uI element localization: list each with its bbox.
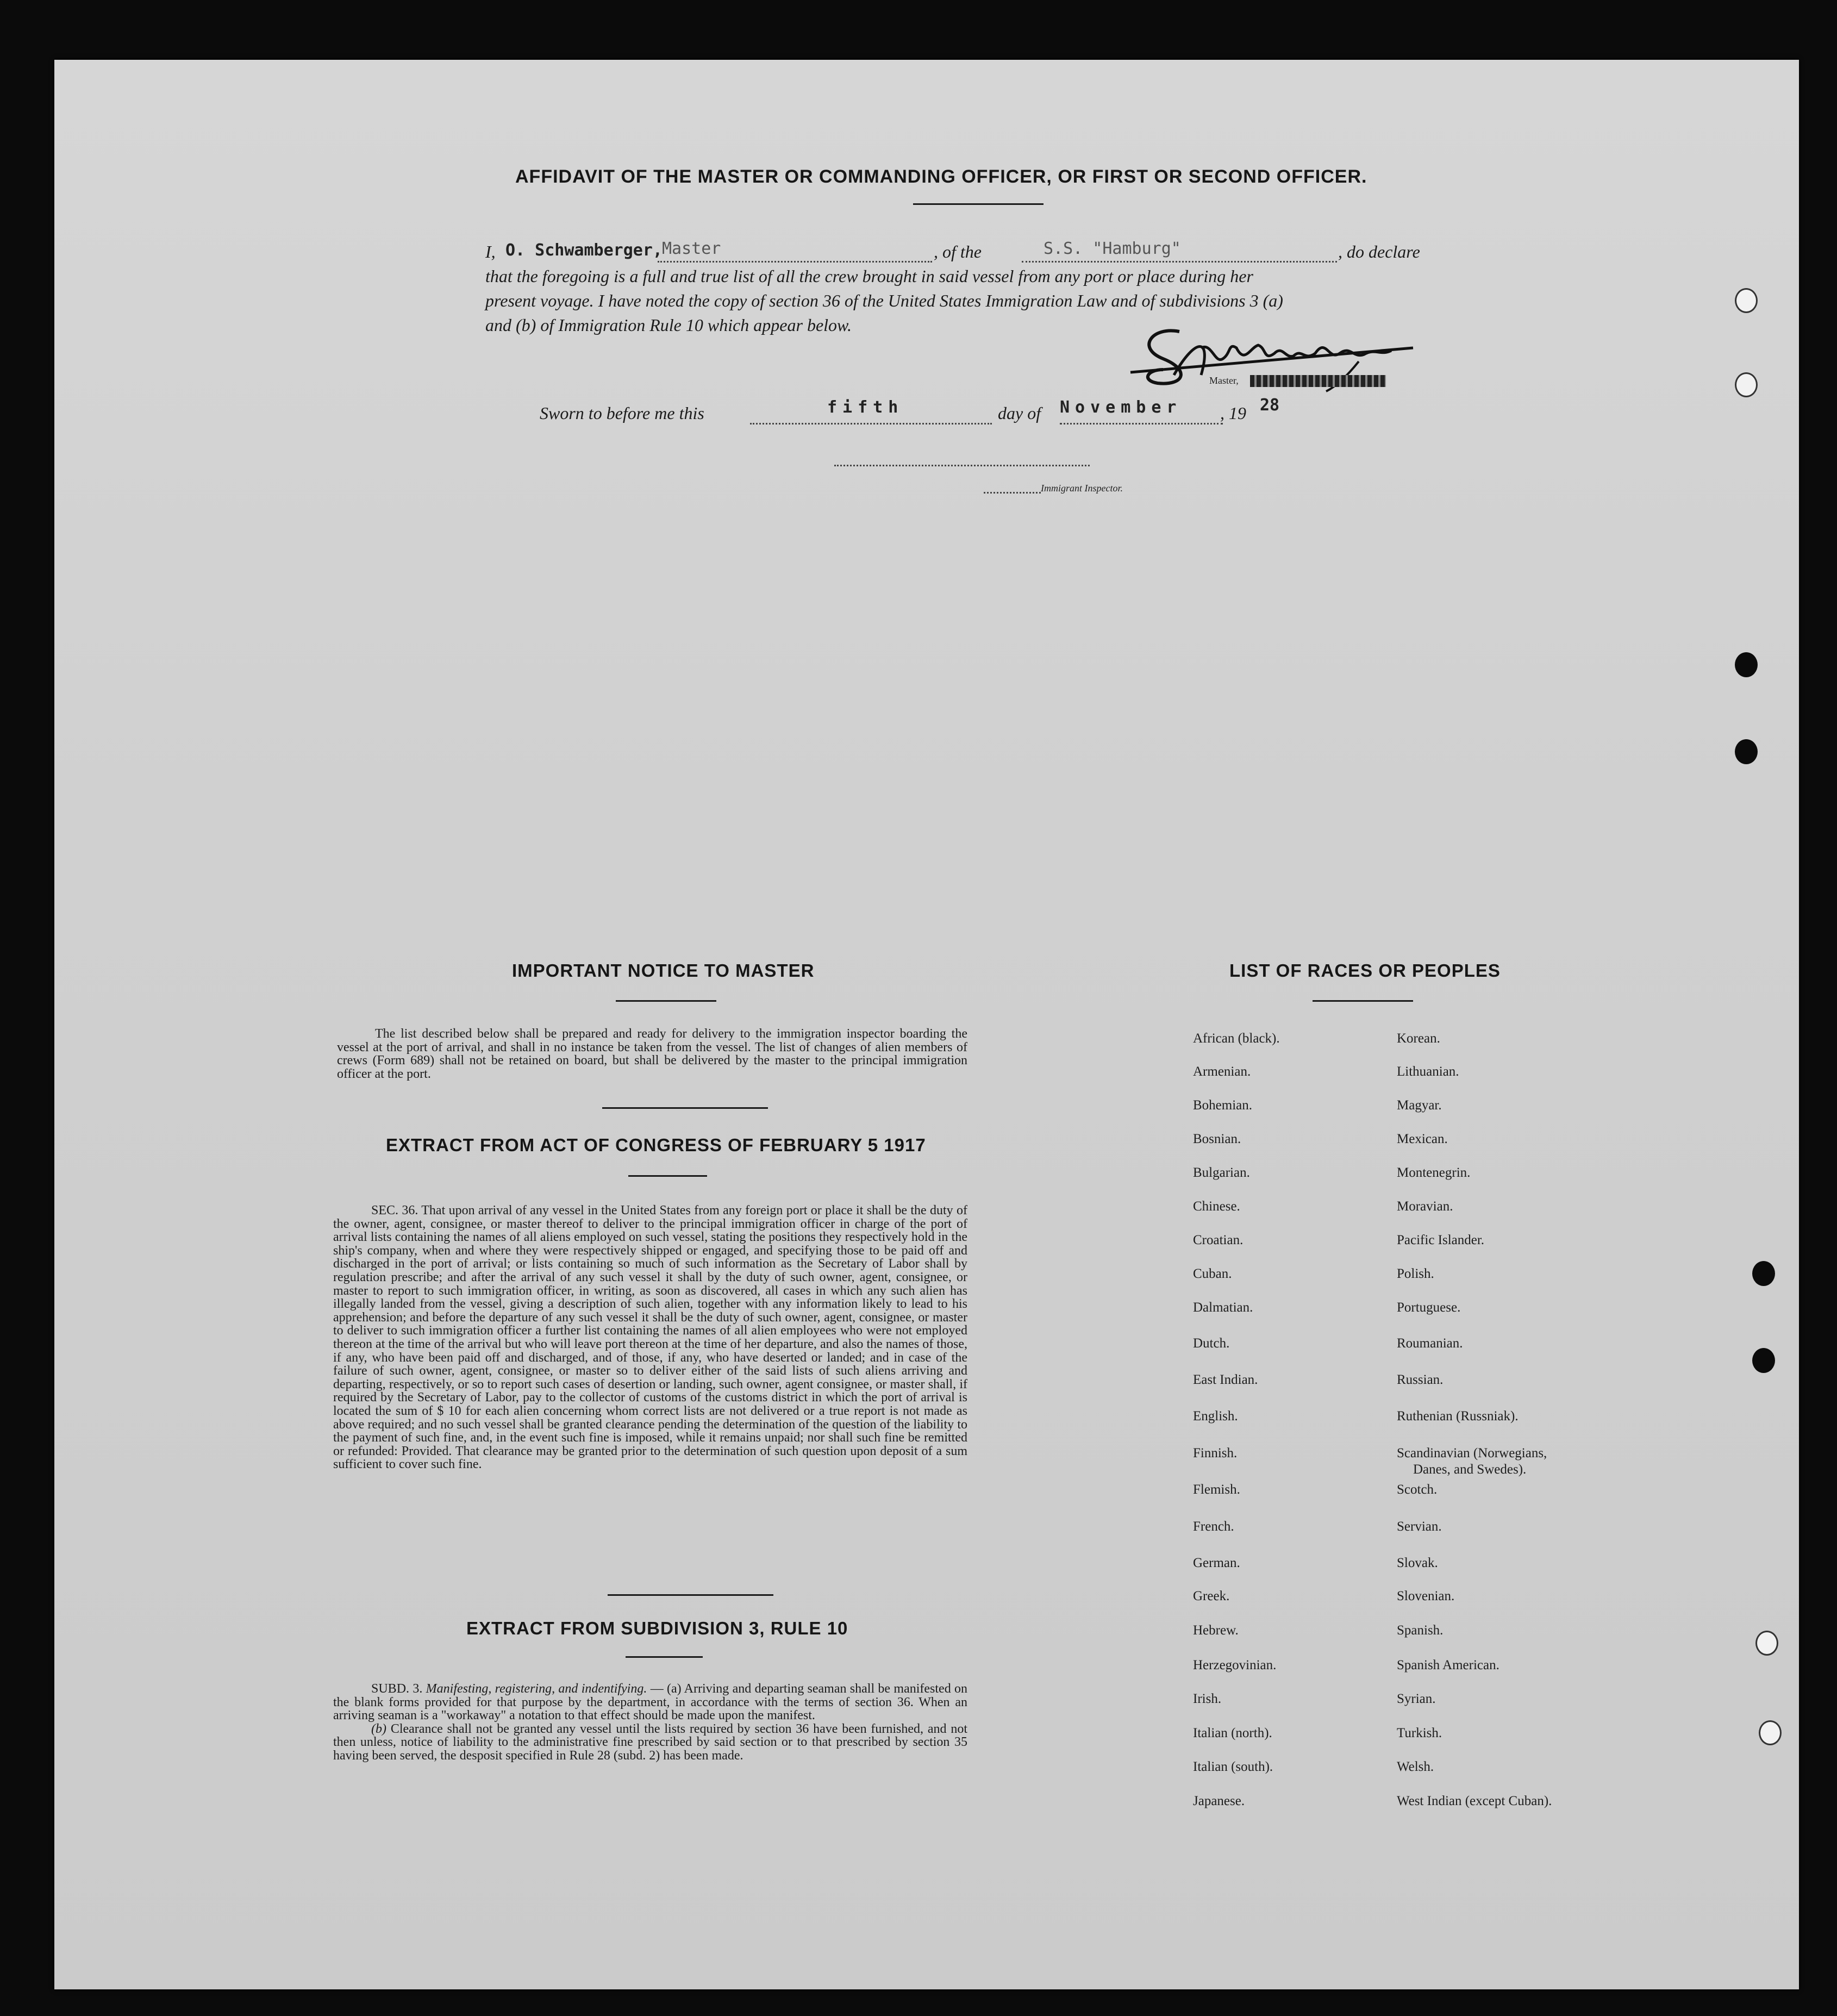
rule-rule	[626, 1656, 703, 1658]
subd-para-b: Clearance shall not be granted any vessel until the lists required by section 36 have been furnished, and not then unless, notice of liability to the administrative fine prescribed by said section or to that prescribed by section 35 having been served, the desposit specified in Rule 28 (subd. 2) has been made.	[333, 1721, 967, 1763]
notice-rule	[616, 1000, 716, 1002]
race-item-left-3: Bosnian.	[1193, 1132, 1241, 1146]
race-item-continuation: Danes, and Swedes).	[1413, 1462, 1527, 1477]
race-item-left-22: Japanese.	[1193, 1794, 1245, 1808]
race-item-left-0: African (black).	[1193, 1031, 1280, 1046]
act-text	[333, 1204, 967, 1471]
race-item-left-2: Bohemian.	[1193, 1098, 1253, 1113]
notice-title: IMPORTANT NOTICE TO MASTER	[512, 960, 815, 981]
race-item-left-15: German.	[1193, 1556, 1240, 1570]
race-item-right-1: Lithuanian.	[1397, 1064, 1459, 1079]
races-rule	[1313, 1000, 1413, 1002]
sworn-day: fifth	[827, 398, 904, 417]
act-bottom-rule	[608, 1594, 773, 1596]
race-item-right-17: Spanish.	[1397, 1623, 1444, 1638]
notice-text	[337, 1027, 967, 1081]
binder-hole	[1752, 1348, 1775, 1373]
binder-hole	[1735, 739, 1758, 764]
race-item-right-8: Portuguese.	[1397, 1300, 1461, 1315]
binder-hole	[1752, 1261, 1775, 1286]
sworn-prefix: Sworn to before me this	[540, 403, 704, 423]
sworn-month-line	[1060, 423, 1223, 425]
race-item-left-8: Dalmatian.	[1193, 1300, 1253, 1315]
race-item-left-5: Chinese.	[1193, 1199, 1240, 1214]
race-item-right-12: Scandinavian (Norwegians,	[1397, 1446, 1547, 1460]
vessel-fill-line	[1022, 261, 1337, 263]
race-item-right-22: West Indian (except Cuban).	[1397, 1794, 1552, 1808]
race-item-right-14: Servian.	[1397, 1519, 1442, 1534]
inspector-signature-line	[834, 465, 1090, 466]
race-item-left-6: Croatian.	[1193, 1233, 1244, 1247]
rule-paragraph-b	[333, 1722, 967, 1763]
race-item-right-9: Roumanian.	[1397, 1336, 1463, 1351]
para-b-label: (b)	[371, 1721, 386, 1736]
day-of-label: day of	[998, 403, 1041, 423]
rule-text	[333, 1682, 967, 1763]
binder-hole	[1759, 1720, 1782, 1745]
struck-title	[1250, 375, 1386, 387]
year-prefix: , 19	[1220, 403, 1246, 423]
race-item-left-13: Flemish.	[1193, 1482, 1240, 1497]
race-item-right-16: Slovenian.	[1397, 1589, 1455, 1603]
race-item-right-19: Syrian.	[1397, 1692, 1436, 1706]
act-title: EXTRACT FROM ACT OF CONGRESS OF FEBRUARY 5 1917	[386, 1135, 926, 1155]
binder-hole	[1735, 372, 1758, 397]
race-item-right-11: Ruthenian (Russniak).	[1397, 1409, 1519, 1424]
title-rule	[913, 203, 1044, 205]
do-declare-label: , do declare	[1338, 242, 1420, 261]
rule-title: EXTRACT FROM SUBDIVISION 3, RULE 10	[466, 1618, 848, 1638]
race-item-left-12: Finnish.	[1193, 1446, 1238, 1460]
declarant-prefix: I,	[485, 242, 496, 261]
subd-label: SUBD. 3.	[371, 1682, 423, 1696]
race-item-right-3: Mexican.	[1397, 1132, 1448, 1146]
rule-paragraph-a	[333, 1682, 967, 1722]
race-item-right-15: Slovak.	[1397, 1556, 1438, 1570]
race-item-left-20: Italian (north).	[1193, 1726, 1272, 1740]
declarant-rank: Master	[662, 239, 721, 258]
race-item-left-19: Irish.	[1193, 1692, 1222, 1706]
race-item-right-20: Turkish.	[1397, 1726, 1442, 1740]
binder-hole	[1735, 652, 1758, 677]
binder-hole	[1755, 1631, 1778, 1656]
races-title: LIST OF RACES OR PEOPLES	[1229, 960, 1501, 981]
rank-fill-line	[658, 261, 932, 263]
notice-bottom-rule	[602, 1107, 768, 1109]
race-item-left-9: Dutch.	[1193, 1336, 1230, 1351]
race-item-right-2: Magyar.	[1397, 1098, 1442, 1113]
race-item-left-11: English.	[1193, 1409, 1238, 1424]
race-item-left-18: Herzegovinian.	[1193, 1658, 1277, 1672]
notice-paragraph: The list described below shall be prepared and ready for delivery to the immigration inspector boarding the vessel at the port of arrival, and shall in no instance be taken from the vessel. The list of changes of alien members of crews (Form 689) shall not be retained on board, but shall be delivered by the master to the principal immigration officer at the port.	[337, 1027, 967, 1081]
race-item-left-21: Italian (south).	[1193, 1759, 1273, 1774]
race-item-right-18: Spanish American.	[1397, 1658, 1499, 1672]
race-item-right-21: Welsh.	[1397, 1759, 1434, 1774]
sworn-day-line	[750, 423, 992, 425]
race-item-right-7: Polish.	[1397, 1266, 1434, 1281]
inspector-label: Immigrant Inspector.	[1041, 483, 1123, 494]
subd-heading: Manifesting, registering, and indentifying.	[426, 1682, 647, 1696]
declarant-name: O. Schwamberger,	[505, 241, 663, 260]
race-item-right-5: Moravian.	[1397, 1199, 1453, 1214]
race-item-left-7: Cuban.	[1193, 1266, 1232, 1281]
affidavit-line-2: that the foregoing is a full and true list of all the crew brought in said vessel from any port or place during her	[485, 266, 1253, 286]
affidavit-line-3: present voyage. I have noted the copy of section 36 of the United States Immigration Law and of subdivisions 3 (a)	[485, 291, 1283, 310]
binder-hole	[1735, 288, 1758, 313]
master-label: Master,	[1209, 375, 1239, 386]
race-item-right-6: Pacific Islander.	[1397, 1233, 1485, 1247]
of-the-label: , of the	[934, 242, 982, 261]
race-item-right-13: Scotch.	[1397, 1482, 1438, 1497]
inspector-label-line	[984, 492, 1041, 494]
affidavit-line-4: and (b) of Immigration Rule 10 which appear below.	[485, 315, 852, 335]
act-paragraph: SEC. 36. That upon arrival of any vessel in the United States from any foreign port or place it shall be the duty of the owner, agent, consignee, or master thereof to deliver to the principal immigration officer in charge of the port of arrival lists containing the names of all aliens employed on such vessel, stating the positions they respectively hold in the ship's company, when and where they were respectively shipped or engaged, and specifying those to be paid off and discharged in the port of arrival; or lists containing so much of such information as the Secretary of Labor shall by regulation prescribe; and after the arrival of any such vessel it shall by the duty of such owner, agent, consignee, or master to report to such immigration officer, in writing, as soon as discovered, all cases in which any such alien has illegally landed from the vessel, giving a description of such alien, together with any information likely to lead to his apprehension; and before the departure of any such vessel it shall be the duty of such owner, agent, consignee, or master to deliver to such immigration officer a further list containing the names of all alien employees who were not employed thereon at the time of the arrival but who will leave port thereon at the time of her departure, and also the names of those, if any, who have been paid off and discharged, and of those, if any, who have deserted or landed; and in case of the failure of such owner, agent, consignee, or master so to deliver either of the said lists of such aliens arriving and departing, respectively, or so to report such cases of desertion or landing, such owner, agent consignee, or master shall, if required by the Secretary of Labor, pay to the collector of customs of the customs district in which the port of arrival is located the sum of $ 10 for each alien concerning whom correct lists are not delivered or a true report is not made as above required; and no such vessel shall be granted clearance pending the determination of the question of the liability to the payment of such fine, and, in the event such fine is imposed, while it remains unpaid; nor shall such fine be remitted or refunded: Provided. That clearance may be granted prior to the determination of such question upon deposit of a sum sufficient to cover such fine.	[333, 1203, 967, 1472]
race-item-right-0: Korean.	[1397, 1031, 1440, 1046]
race-item-left-16: Greek.	[1193, 1589, 1230, 1603]
subd-para-a: — (a) Arriving and departing seaman shall be manifested on the blank forms provided for that purpose by the department, in accordance with the terms of section 36. When an arriving seaman is a "workaway" a notation to that effect should be made upon the manifest.	[333, 1682, 968, 1723]
race-item-right-4: Montenegrin.	[1397, 1165, 1471, 1180]
race-item-right-10: Russian.	[1397, 1372, 1444, 1387]
vessel-name: S.S. "Hamburg"	[1044, 239, 1181, 258]
year-suffix: 28	[1260, 396, 1280, 415]
race-item-left-4: Bulgarian.	[1193, 1165, 1250, 1180]
affidavit-title: AFFIDAVIT OF THE MASTER OR COMMANDING OFFICER, OR FIRST OR SECOND OFFICER.	[515, 166, 1367, 187]
race-item-left-17: Hebrew.	[1193, 1623, 1239, 1638]
race-item-left-1: Armenian.	[1193, 1064, 1251, 1079]
sworn-month: November	[1060, 398, 1182, 417]
act-rule	[628, 1175, 707, 1177]
race-item-left-10: East Indian.	[1193, 1372, 1258, 1387]
race-item-left-14: French.	[1193, 1519, 1234, 1534]
